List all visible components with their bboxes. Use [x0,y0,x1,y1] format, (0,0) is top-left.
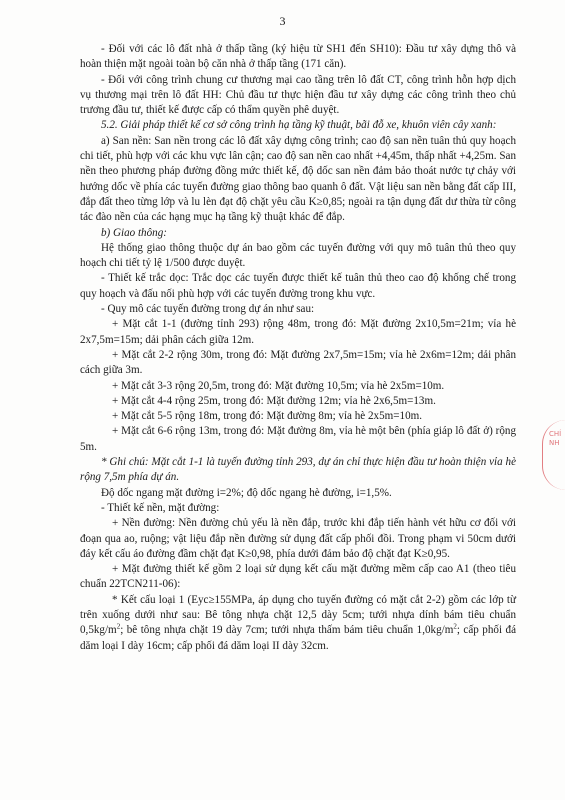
cross-section-2-2: + Mặt cắt 2-2 rộng 30m, trong đó: Mặt đường 2x7,5m=15m; vỉa hè 2x6m=12m; dải phân cách giữa 3m. [80,348,516,377]
paragraph-pavement: + Mặt đường thiết kế gồm 2 loại sử dụng kết cấu mặt đường mềm cấp cao A1 (theo tiêu chuẩn 22TCN211-06): [80,563,516,591]
superscript-2: 2 [453,622,457,631]
paragraph-apartment: - Đối với công trình chung cư thương mại cao tầng trên lô đất CT, công trình hỗn hợp dịch vụ thương mại trên lô đất HH: Chủ đầu tư thực hiện đầu tư xây dựng các công trình theo chủ trương đầu tư, thiết kế được cấp có thẩm quyền phê duyệt. [80,73,516,117]
paragraph-subgrade: + Nền đường: Nền đường chủ yếu là nền đắp, trước khi đắp tiến hành vét hữu cơ đối với đoạn qua ao, ruộng; vật liệu đắp nền đường sử dụng đất cấp phối đồi. Trong phạm vi 50cm dưới đáy kết cấu áo đường đầm chặt đạt K≥0,98, phía dưới đảm bảo độ chặt đạt K≥0,95. [80,517,516,560]
paragraph-low-rise: - Đối với các lô đất nhà ở thấp tầng (ký hiệu từ SH1 đến SH10): Đầu tư xây dựng thô và hoàn thiện mặt ngoài toàn bộ căn nhà ở thấp tầng (171 căn). [80,43,516,71]
structure-text-part-1: * Kết cấu loại 1 (Eyc≥155MPa, áp dụng cho tuyến đường có mặt cắt 2-2) gồm các lớp từ trên xuống dưới như sau: Bê tông nhựa chặt 12,5 dày 5cm; tưới nhựa dính bám tiêu chuẩn 0,5kg/m [80,593,516,637]
section-heading-5-2: 5.2. Giải pháp thiết kế cơ sở công trình hạ tầng kỹ thuật, bãi đỗ xe, khuôn viên cây xanh: [101,119,497,132]
structure-text-part-2: ; bê tông nhựa chặt 19 dày 7cm; tưới nhựa thấm bám tiêu chuẩn 1,0kg/m [120,624,454,637]
cross-section-6-6: + Mặt cắt 6-6 rộng 13m, trong đó: Mặt đường 8m, vỉa hè một bên (phía giáp lô đất ở) rộng 5m. [80,425,516,453]
stamp-text: CHÍNH [549,430,562,447]
paragraph-road-scale: - Quy mô các tuyến đường trong dự án như sau: [101,303,315,316]
paragraph-structure-type-1 [80,593,516,654]
paragraph-slope: Độ dốc ngang mặt đường i=2%; độ dốc ngang hè đường, i=1,5%. [101,486,392,499]
paragraph-foundation-design: - Thiết kế nền, mặt đường: [101,501,220,514]
superscript-2: 2 [116,622,121,631]
structure-text-part-3: ; cấp phối đá dăm loại I dày 16cm; cấp phối đá dăm loại II dày 32cm. [80,624,516,652]
document-body [80,42,516,654]
paragraph-site-leveling: a) San nền: San nền trong các lô đất xây dựng công trình; cao độ san nền tuân thủ quy hoạch chi tiết, phù hợp với các khu vực lân cận; cao độ san nền cao nhất +4,45m, thấp nhất +4,25m. San nền theo phương pháp đường đồng mức thiết kế, độ dốc san nền đảm bảo thoát nước tự chảy với hướng dốc về phía các tuyến đường giao thông bao quanh ô đất. Vật liệu san nền bằng đất cấp III, đắp đất theo từng lớp và lu lèn đạt độ chặt yêu cầu K≥0,85; ngoài ra tận dụng đất dư thừa từ công tác đào nền của các hạng mục hạ tầng kỹ thuật khác để đắp. [80,134,516,224]
cross-section-1-1: + Mặt cắt 1-1 (đường tỉnh 293) rộng 48m, trong đó: Mặt đường 2x10,5m=21m; vỉa hè 2x7,5m=15m; dải phân cách giữa 12m. [80,318,516,346]
note-cross-section: * Ghi chú: Mặt cắt 1-1 là tuyến đường tỉnh 293, dự án chỉ thực hiện đầu tư hoàn thiện vỉa hè rộng 7,5m phía dự án. [80,456,516,484]
cross-section-5-5: + Mặt cắt 5-5 rộng 18m, trong đó: Mặt đường 8m; vỉa hè 2x5m=10m. [112,410,423,423]
page-number: 3 [279,14,286,28]
cross-section-4-4: + Mặt cắt 4-4 rộng 25m, trong đó: Mặt đường 12m; vỉa hè 2x6,5m=13m. [112,394,436,407]
subheading-traffic: b) Giao thông: [101,226,167,239]
paragraph-longitudinal-design: - Thiết kế trắc dọc: Trắc dọc các tuyến được thiết kế tuân thủ theo cao độ khống chế trong quy hoạch và đấu nối phù hợp với các tuyến đường trong khu vực. [80,272,516,300]
cross-section-3-3: + Mặt cắt 3-3 rộng 20,5m, trong đó: Mặt đường 10,5m; vỉa hè 2x5m=10m. [112,379,445,392]
paragraph-traffic-system: Hệ thống giao thông thuộc dự án bao gồm các tuyến đường với quy mô tuân thủ theo quy hoạch chi tiết tỷ lệ 1/500 được duyệt. [80,241,516,270]
